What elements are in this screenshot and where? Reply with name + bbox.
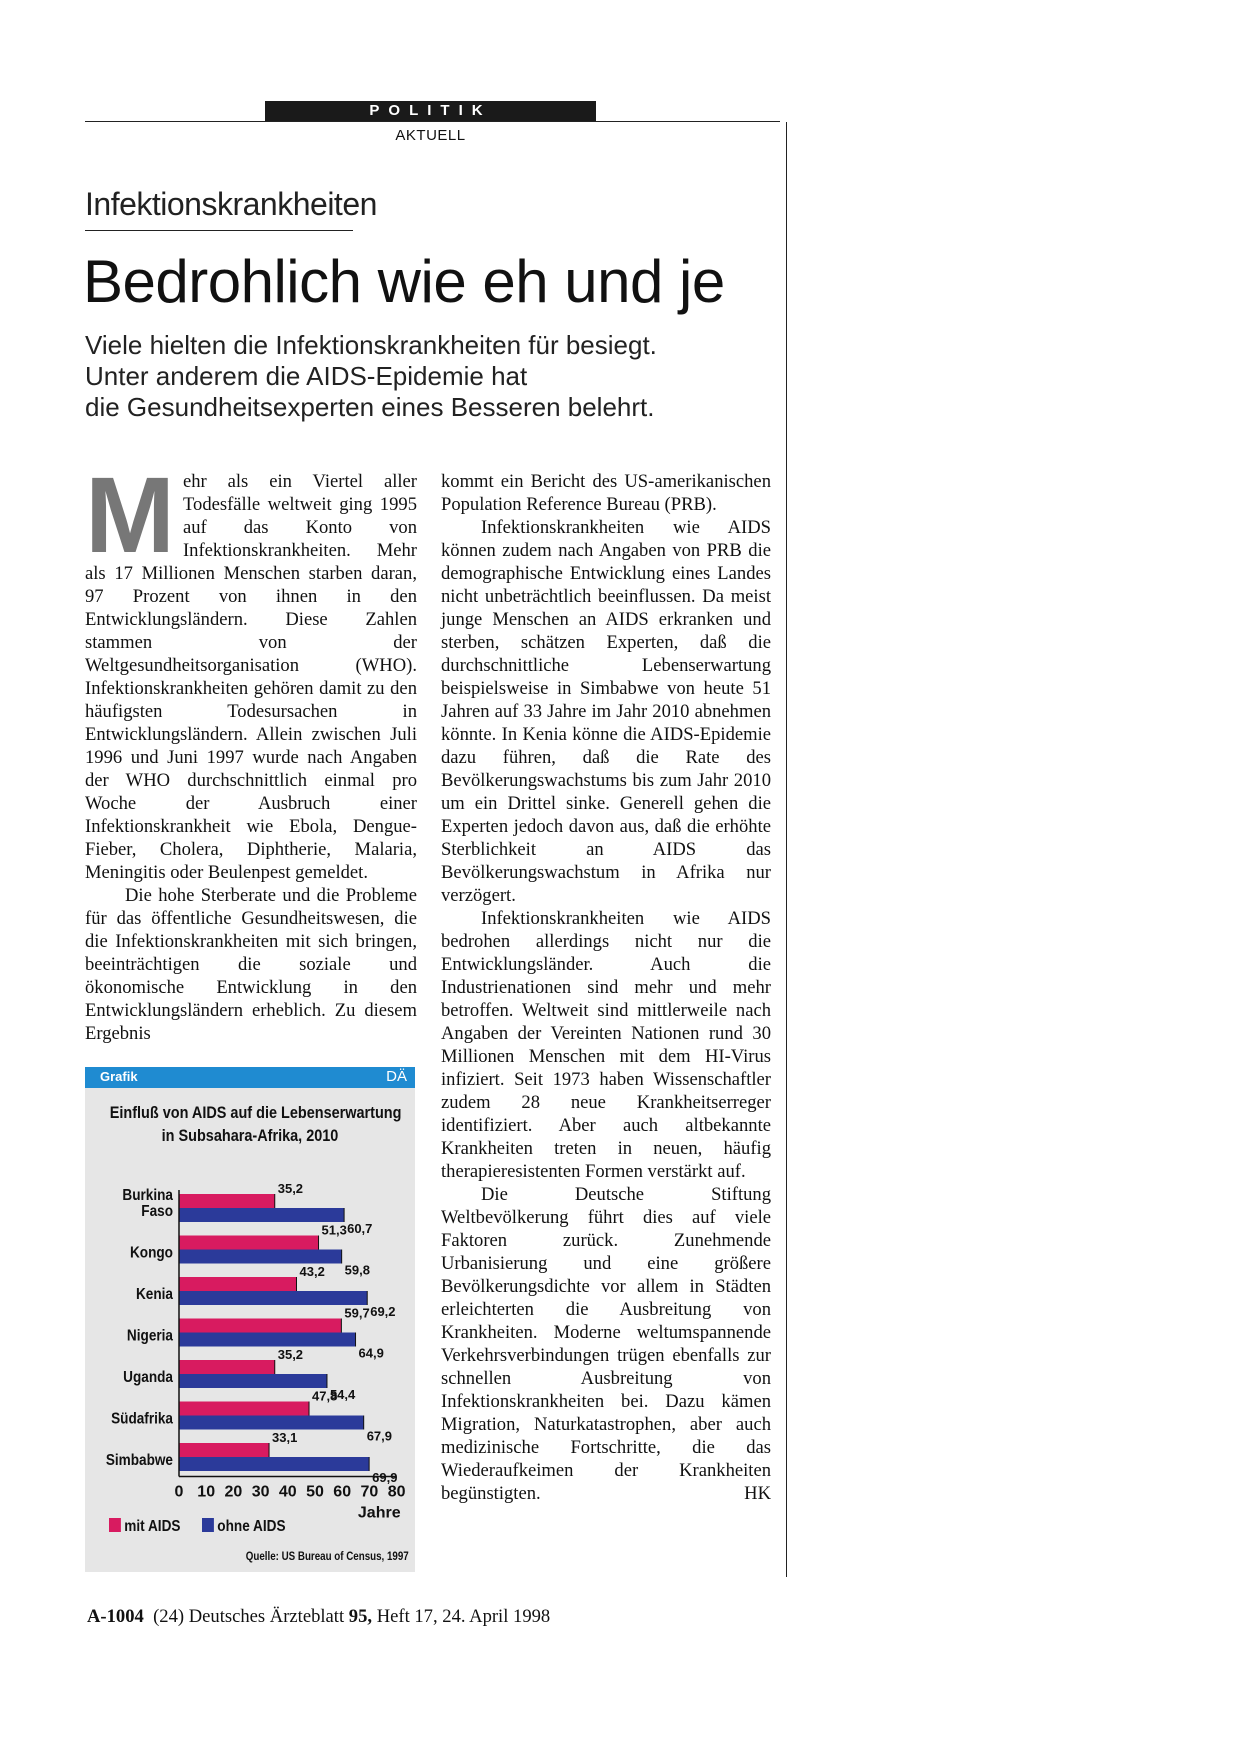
paragraph: Infektionskrankheiten wie AIDS bedrohen allerdings nicht nur die Entwicklungsländer. Auch die Industrienationen sind mehr und mehr betroffen. Weltweit sind mittlerweile nach Angaben der Vereinten Nationen rund 30 Millionen Menschen mit dem HI-Virus infiziert. Seit 1973 haben Wissenschaftler zudem 28 neue Krankheitserreger identifiziert. Aber auch altbekannte Krankheiten treten in neuen, häufig therapieresistenten Formen verstärkt auf. bbox=[441, 908, 771, 1182]
legend-swatch bbox=[109, 1518, 121, 1532]
data-label: 59,8 bbox=[344, 1262, 370, 1278]
data-label: 69,2 bbox=[370, 1304, 396, 1319]
paragraph bbox=[85, 454, 417, 884]
column-rule-right bbox=[786, 122, 787, 1577]
chart-brand: DÄ bbox=[386, 1068, 407, 1085]
data-label: 60,7 bbox=[347, 1221, 373, 1236]
section-label: POLITIK bbox=[369, 102, 492, 119]
category-label: Simbabwe bbox=[105, 1452, 173, 1470]
category-label: Uganda bbox=[123, 1369, 173, 1387]
legend-swatch bbox=[202, 1518, 214, 1532]
header-rule bbox=[85, 121, 780, 122]
section-bar bbox=[265, 101, 596, 121]
bar-ohne-aids bbox=[179, 1457, 369, 1471]
body-column-1 bbox=[85, 454, 417, 1045]
data-label: 54,4 bbox=[329, 1387, 356, 1402]
paragraph bbox=[441, 1183, 771, 1505]
deck-line: die Gesundheitsexperten eines Besseren belehrt. bbox=[85, 392, 655, 422]
x-tick-label: 30 bbox=[251, 1483, 270, 1501]
x-tick-label: 20 bbox=[224, 1483, 243, 1501]
category-label: Nigeria bbox=[126, 1327, 173, 1345]
bar-mit-aids bbox=[179, 1236, 319, 1250]
data-label: 67,9 bbox=[366, 1428, 393, 1444]
chart-title-line: Einfluß von AIDS auf die Lebenserwartung bbox=[109, 1103, 402, 1122]
category-label: Kenia bbox=[136, 1286, 173, 1304]
bar-ohne-aids bbox=[179, 1416, 364, 1430]
article-kicker: Infektionskrankheiten bbox=[85, 186, 377, 222]
data-label: 69,9 bbox=[372, 1470, 398, 1485]
bar-ohne-aids bbox=[179, 1374, 327, 1388]
footer-volume: 95, bbox=[348, 1606, 373, 1627]
paragraph-text: ehr als ein Viertel aller Todesfälle weltweit ging 1995 auf das Konto von Infektionskrankheiten. Mehr als 17 Millionen Menschen starben daran, 97 Prozent von ihnen in den Entwicklungsländern. Diese Zahlen stammen von der Weltgesundheitsorganisation (WHO). Infektionskrankheiten gehören damit zu den häufigsten Todesursachen in Entwicklungsländern. Allein zwischen Juli 1996 und Juni 1997 wurde nach Angaben der WHO durchschnittlich einmal pro Woche der Ausbruch einer Infektionskrankheit wie Ebola, Dengue-Fieber, Cholera, Diphtherie, Malaria, Meningitis oder Beulenpest gemeldet. bbox=[85, 471, 417, 883]
bar-mit-aids bbox=[179, 1277, 297, 1291]
paragraph-text: Die Deutsche Stiftung Weltbevölkerung führt dies auf viele Faktoren zurück. Zunehmende Urbanisierung und eine größere Bevölkerungsdichte vor allem in Städten erleichterten die Ausbreitung von Krankheiten. Moderne weltumspannende Verkehrsverbindungen trügen ebenfalls zur schnellen Ausbreitung von Infektionskrankheiten bei. Dazu kämen Migration, Naturkatastrophen, aber auch medizinische Fortschritte, die das Wiederaufkeimen der Krankheiten begünstigten. bbox=[441, 1184, 771, 1504]
author-signoff: HK bbox=[744, 1483, 771, 1504]
x-tick-label: 60 bbox=[333, 1483, 352, 1501]
data-label: 43,2 bbox=[299, 1264, 325, 1279]
deck-line: Unter anderem die AIDS-Epidemie hat bbox=[85, 361, 528, 391]
data-label: 59,7 bbox=[344, 1305, 370, 1321]
category-label: Faso bbox=[141, 1203, 173, 1221]
x-axis-label: Jahre bbox=[357, 1504, 401, 1522]
x-tick-label: 40 bbox=[278, 1483, 297, 1501]
data-label: 35,2 bbox=[277, 1181, 304, 1196]
bar-ohne-aids bbox=[179, 1250, 342, 1264]
footer-issue: Heft 17, 24. April 1998 bbox=[376, 1606, 551, 1627]
bar-ohne-aids bbox=[179, 1333, 356, 1347]
chart-tag: Grafik bbox=[100, 1069, 138, 1084]
bar-mit-aids bbox=[179, 1319, 341, 1333]
page-number: A-1004 bbox=[87, 1606, 144, 1627]
category-label: Südafrika bbox=[111, 1410, 173, 1428]
chart-figure bbox=[85, 1067, 415, 1572]
data-label: 47,8 bbox=[312, 1388, 338, 1404]
dropcap: M bbox=[85, 454, 175, 575]
article-deck bbox=[85, 330, 785, 423]
chart-title-line: in Subsahara-Afrika, 2010 bbox=[161, 1126, 339, 1145]
kicker-rule bbox=[85, 230, 353, 231]
legend-label: ohne AIDS bbox=[217, 1518, 286, 1535]
x-tick-label: 10 bbox=[197, 1483, 216, 1501]
paragraph: Infektionskrankheiten wie AIDS können zudem nach Angaben von PRB die demographische Entwicklung eines Landes nicht unbeträchtlich beeinflussen. Da meist junge Menschen an AIDS erkranken und sterben, schätzen Experten, daß die durchschnittliche Lebenserwartung beispielsweise in Simbabwe von heute 51 Jahren auf 33 Jahre im Jahr 2010 abnehmen könnte. In Kenia könne die AIDS-Epidemie dazu führen, daß die Rate des Bevölkerungswachstums bis zum Jahr 2010 um ein Drittel sinke. Generell gehen die Experten jedoch davon aus, daß die erhöhte Sterblichkeit an AIDS das Bevölkerungswachstum in Afrika nur verzögert. bbox=[441, 517, 771, 906]
category-label: Burkina bbox=[122, 1187, 173, 1205]
category-label: Kongo bbox=[129, 1244, 173, 1262]
body-column-2 bbox=[441, 470, 771, 1505]
bar-mit-aids bbox=[179, 1194, 275, 1208]
article-headline: Bedrohlich wie eh und je bbox=[83, 248, 725, 315]
bar-mit-aids bbox=[179, 1443, 269, 1457]
bar-mit-aids bbox=[179, 1402, 309, 1416]
chart-source: Quelle: US Bureau of Census, 1997 bbox=[246, 1551, 409, 1563]
data-label: 33,1 bbox=[272, 1430, 298, 1445]
bar-mit-aids bbox=[179, 1360, 275, 1374]
bar-ohne-aids bbox=[179, 1291, 367, 1305]
footer-publication: (24) Deutsches Ärzteblatt bbox=[153, 1606, 345, 1627]
x-tick-label: 80 bbox=[387, 1483, 406, 1501]
x-tick-label: 70 bbox=[360, 1483, 379, 1501]
x-tick-label: 0 bbox=[174, 1483, 184, 1501]
paragraph: Die hohe Sterberate und die Probleme für das öffentliche Gesundheitswesen, die die Infektionskrankheiten mit sich bringen, beeinträchtigen die soziale und ökonomische Entwicklung in den Entwicklungsländern erheblich. Zu diesem Ergebnis bbox=[85, 885, 417, 1044]
legend-item-mit-aids bbox=[109, 1518, 180, 1536]
page-footer bbox=[87, 1606, 550, 1628]
paragraph: kommt ein Bericht des US-amerikanischen Population Reference Bureau (PRB). bbox=[441, 471, 771, 515]
x-tick-label: 50 bbox=[306, 1483, 324, 1501]
data-label: 35,2 bbox=[277, 1347, 304, 1362]
bar-ohne-aids bbox=[179, 1208, 344, 1222]
bar-chart bbox=[85, 1067, 415, 1572]
deck-line: Viele hielten die Infektionskrankheiten für besiegt. bbox=[85, 330, 657, 360]
data-label: 64,9 bbox=[358, 1345, 384, 1361]
legend-label: mit AIDS bbox=[124, 1518, 181, 1535]
subsection-label: AKTUELL bbox=[395, 127, 466, 144]
legend-item-ohne-aids bbox=[202, 1518, 286, 1536]
data-label: 51,3 bbox=[321, 1222, 347, 1238]
